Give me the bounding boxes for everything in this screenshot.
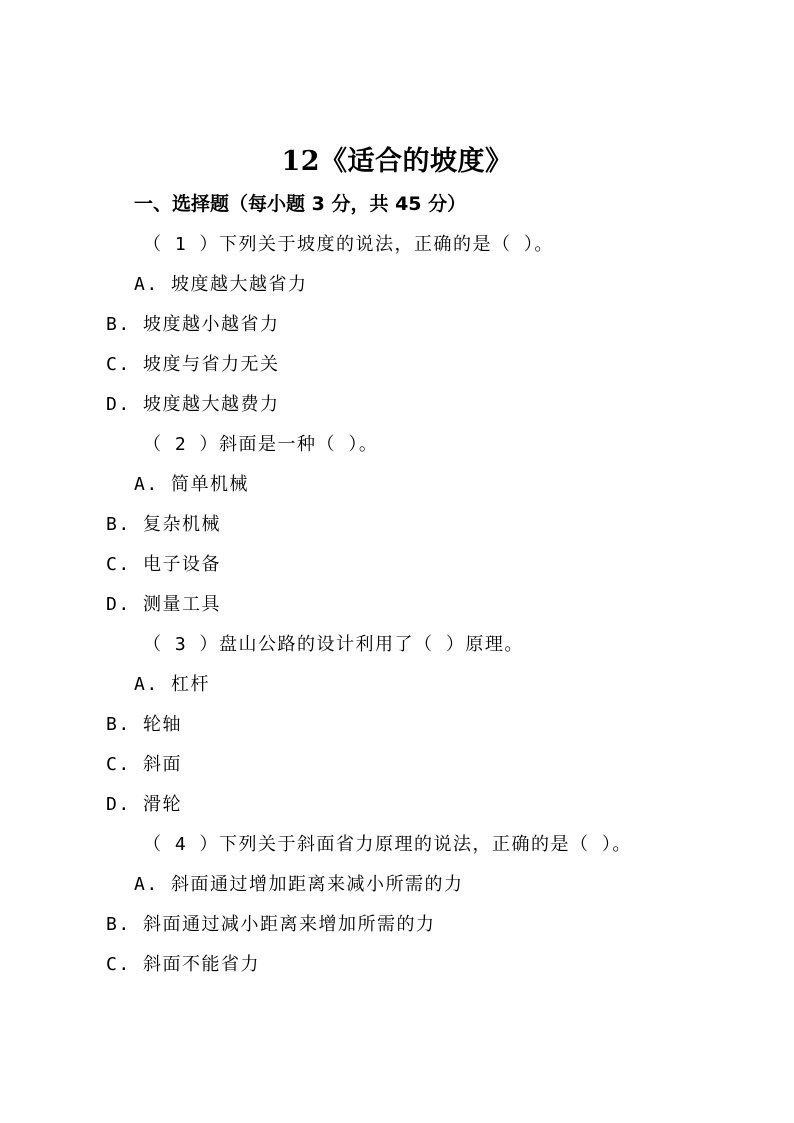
option-1d: D. 坡度越大越费力 <box>106 394 280 415</box>
option-2d: D. 测量工具 <box>106 594 222 615</box>
option-1b: B. 坡度越小越省力 <box>106 314 280 335</box>
option-3b: B. 轮轴 <box>106 714 183 735</box>
option-1c: C. 坡度与省力无关 <box>106 354 280 375</box>
option-4c: C. 斜面不能省力 <box>106 954 261 975</box>
question-stem-1: （ 1 ）下列关于坡度的说法，正确的是（ ）。 <box>143 234 554 255</box>
section-heading: 一、选择题（每小题 3 分，共 45 分） <box>134 193 467 215</box>
option-2a: A. 简单机械 <box>134 474 250 495</box>
option-4a: A. 斜面通过增加距离来减小所需的力 <box>134 874 464 895</box>
option-2c: C. 电子设备 <box>106 554 222 575</box>
question-stem-2: （ 2 ）斜面是一种（ ）。 <box>143 434 379 455</box>
option-1a: A. 坡度越大越省力 <box>134 274 308 295</box>
document-title: 12《适合的坡度》 <box>281 146 513 177</box>
option-2b: B. 复杂机械 <box>106 514 222 535</box>
option-3c: C. 斜面 <box>106 754 183 775</box>
question-stem-3: （ 3 ）盘山公路的设计利用了（ ）原理。 <box>143 634 524 655</box>
question-stem-4: （ 4 ）下列关于斜面省力原理的说法，正确的是（ ）。 <box>143 834 632 855</box>
option-3a: A. 杠杆 <box>134 674 211 695</box>
option-3d: D. 滑轮 <box>106 794 183 815</box>
option-4b: B. 斜面通过减小距离来增加所需的力 <box>106 914 436 935</box>
